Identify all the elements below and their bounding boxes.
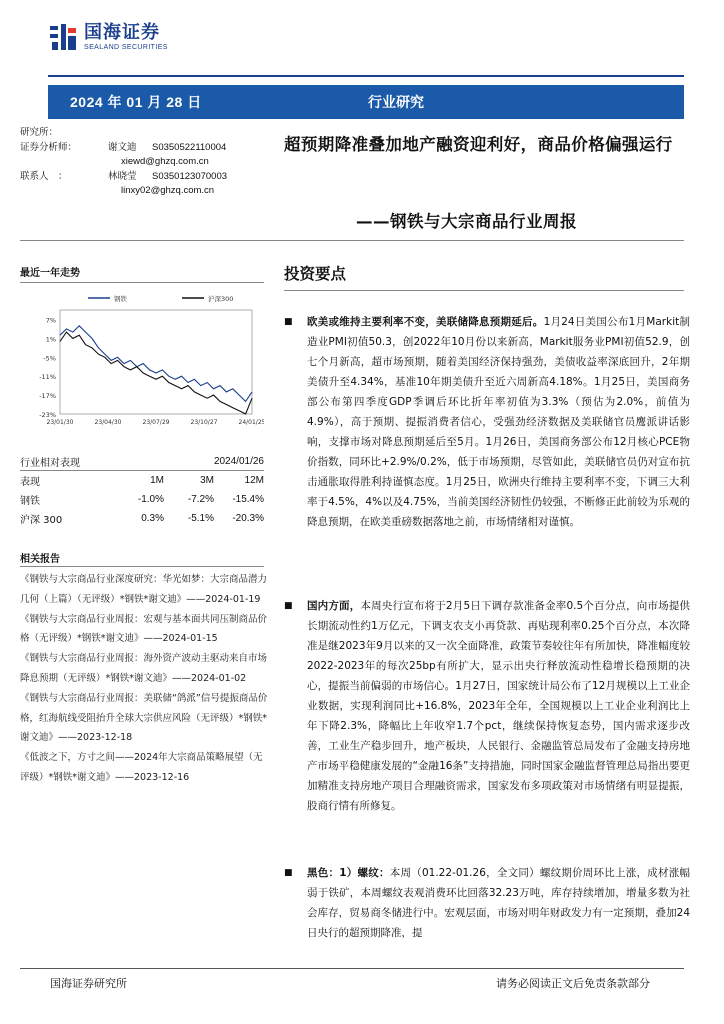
y-tick-label: 1% xyxy=(45,335,56,344)
title-rule xyxy=(20,240,684,241)
performance-table xyxy=(20,452,264,528)
contact-email[interactable]: linxy02@ghzq.com.cn xyxy=(121,185,215,196)
perf-cell: -20.3% xyxy=(232,513,264,524)
bullet-icon: ■ xyxy=(284,601,293,611)
legend-label: 沪深300 xyxy=(208,295,234,303)
perf-cell: 钢铁 xyxy=(20,496,40,507)
legend-label: 钢铁 xyxy=(114,295,127,303)
perf-cell: -15.4% xyxy=(232,494,264,505)
report-subtitle: ——钢铁与大宗商品行业周报 xyxy=(356,212,577,231)
para-lead: 国内方面， xyxy=(307,600,361,612)
sealand-logo-icon xyxy=(48,22,78,52)
x-tick-label: 23/10/27 xyxy=(190,419,218,426)
logo-text-en: SEALAND SECURITIES xyxy=(84,43,168,51)
paragraph-ferrous xyxy=(284,863,690,963)
plot-frame xyxy=(60,310,252,414)
table-row xyxy=(20,509,264,528)
trend-rule xyxy=(20,282,264,283)
report-date: 2024 年 01 月 28 日 xyxy=(70,94,202,110)
perf-cell: 0.3% xyxy=(141,513,164,524)
research-label: 研究所： xyxy=(20,127,59,138)
analyst-email[interactable]: xiewd@ghzq.com.cn xyxy=(121,156,209,167)
analyst-label: 证券分析师： xyxy=(20,141,78,153)
key-points-title: 投资要点 xyxy=(284,265,347,283)
footer-disclaimer: 请务必阅读正文后免责条款部分 xyxy=(496,977,650,990)
contact-label: 联系人 ： xyxy=(20,170,68,182)
y-tick-label: -11% xyxy=(39,373,56,382)
report-link[interactable]: 《钢铁与大宗商品行业周报：美联储“鸽派”信号提振商品价格，红海航线受阻抬升全球大宗供应风险（无评级）*钢铁*谢文迪》——2023-12-18 xyxy=(20,692,268,744)
report-link[interactable]: 《钢铁与大宗商品行业深度研究：华光如梦：大宗商品潜力几何（上篇）（无评级）*钢铁*谢文迪》——2024-01-19 xyxy=(20,574,268,605)
report-link[interactable]: 《低波之下，方寸之间——2024年大宗商品策略展望（无评级）*钢铁*谢文迪》——2023-12-16 xyxy=(20,752,263,783)
bullet-icon: ■ xyxy=(284,317,293,327)
reports-rule xyxy=(20,566,264,567)
x-tick-label: 24/01/25 xyxy=(238,419,264,426)
series-line xyxy=(60,326,252,402)
trend-chart-svg xyxy=(20,288,264,438)
perf-date: 2024/01/26 xyxy=(213,455,264,467)
y-tick-label: -23% xyxy=(39,411,56,419)
company-logo xyxy=(48,22,168,52)
para-lead: 黑色：1）螺纹： xyxy=(307,867,390,879)
perf-col-head: 表现 xyxy=(20,477,40,488)
analyst-id: S0350522110004 xyxy=(152,141,227,153)
bullet-icon: ■ xyxy=(284,868,293,878)
contact-name: 林晓莹 xyxy=(108,170,137,182)
reports-title: 相关报告 xyxy=(20,554,60,565)
perf-col-head: 12M xyxy=(244,475,264,486)
y-tick-label: 7% xyxy=(45,316,56,325)
contact-id: S0350123070003 xyxy=(152,170,228,182)
key-points-rule xyxy=(284,290,684,291)
report-title: 超预期降准叠加地产融资迎利好，商品价格偏强运行 xyxy=(284,135,673,154)
report-link[interactable]: 《钢铁与大宗商品行业周报：海外资产波动主驱动来自市场降息预期（无评级）*钢铁*谢文迪》——2024-01-02 xyxy=(20,653,268,684)
y-tick-label: -5% xyxy=(43,354,56,363)
paragraph-domestic xyxy=(284,596,690,816)
x-tick-label: 23/01/30 xyxy=(46,419,74,426)
related-reports xyxy=(20,570,270,788)
perf-cell: -1.0% xyxy=(137,494,164,505)
para-body: 本周（01.22-01.26，全文同）螺纹期价周环比上涨，成材涨幅弱于铁矿，本周螺纹表观消费环比回落32.23万吨，库存持续增加，增量多数为社会库存，贸易商冬储进行中。宏观层面，市场对明年财政发力有一定预期，叠加24日央行的超预期降准，提 xyxy=(307,867,690,939)
perf-col-head: 3M xyxy=(200,475,214,486)
perf-cell: -5.1% xyxy=(187,513,214,524)
footer-left: 国海证券研究所 xyxy=(50,977,127,990)
para-body: 本周央行宣布将于2月5日下调存款准备金率0.5个百分点，向市场提供长期流动性约1万亿元，下调支农支小再贷款、再贴现利率0.25个百分点，本次降准是继2023年9月以来的又一次全面降准，政策节奏较往年有所加快，降准幅度较2022-2023年的每次25bp有所扩大，显示出央行释放流动性稳增长稳预期的决心，提振当前偏弱的市场信心。1月27日，国家统计局公布了12月规模以上工业企业数据，实现利润同比+16.8%，2023年全年，全国规模以上工业企业利润比上年下降2.3%，降幅比上年收窄1.7个pct，继续保持恢复态势，国内需求逐步改善，工业生产稳步回升，地产板块，人民银行、金融监管总局发布了金融支持房地产市场平稳健康发展的“金融16条”支持措施，同时国家金融监督管理总局指出要更加精准支持房地产项目合理融资需求，国家发布多项政策对市场情绪有明显提振，股商行情有所修复。 xyxy=(307,600,690,812)
analyst-info xyxy=(20,126,270,199)
perf-col-head: 1M xyxy=(150,475,164,486)
footer-rule xyxy=(20,968,684,969)
para-lead: 欧美或维持主要利率不变，美联储降息预期延后。 xyxy=(307,316,544,328)
perf-title-row xyxy=(20,452,264,471)
table-row xyxy=(20,490,264,509)
paragraph-us xyxy=(284,312,690,532)
y-tick-label: -17% xyxy=(39,392,56,401)
trend-chart xyxy=(20,288,264,438)
x-tick-label: 23/04/30 xyxy=(94,419,122,426)
perf-title: 行业相对表现 xyxy=(20,457,80,469)
logo-text-cn: 国海证券 xyxy=(84,21,160,43)
report-link[interactable]: 《钢铁与大宗商品行业周报：宏观与基本面共同压制商品价格（无评级）*钢铁*谢文迪》——2024-01-15 xyxy=(20,613,268,645)
perf-cell: -7.2% xyxy=(187,494,214,505)
perf-header-row xyxy=(20,471,264,490)
header-rule xyxy=(48,75,684,77)
perf-cell: 沪深 300 xyxy=(20,515,63,526)
para-body: 1月24日美国公布1月Markit制造业PMI初值50.3，创2022年10月份以来新高，Markit服务业PMI初值52.9，创七个月新高，超市场预期，随着美国经济保持强劲，美债收益率深底回升，2年期美债升至4.34%，基准10年期美债升至近六周新高4.18%。1月25日，美国商务部公布第四季度GDP季调后环比折年率初值为3.3%（预估为2.0%，前值为4.9%），高于预期、提振消费者信心，受强劲经济数据及美联储官员鹰派讲话影响，支撑市场对降息预期延后至5月。1月26日，美国商务部公布12月核心PCE物价指数，同环比+2.9%/0.2%，低于市场预期，尽管如此，美联储官员仍对宣布抗击通胀取得胜利持谨慎态度。1月25日，欧洲央行维持主要利率不变，下调三大利率于4.5%，4%以及4.75%，当前美国经济韧性仍较强，不断修正此前较为乐观的降息预期，在欧美重磅数据落地之前，市场情绪相对谨慎。 xyxy=(307,316,690,528)
analyst-name: 谢文迪 xyxy=(108,141,137,153)
date-banner xyxy=(48,85,684,119)
x-tick-label: 23/07/29 xyxy=(142,419,170,426)
trend-title: 最近一年走势 xyxy=(20,268,80,279)
report-category: 行业研究 xyxy=(368,95,424,111)
